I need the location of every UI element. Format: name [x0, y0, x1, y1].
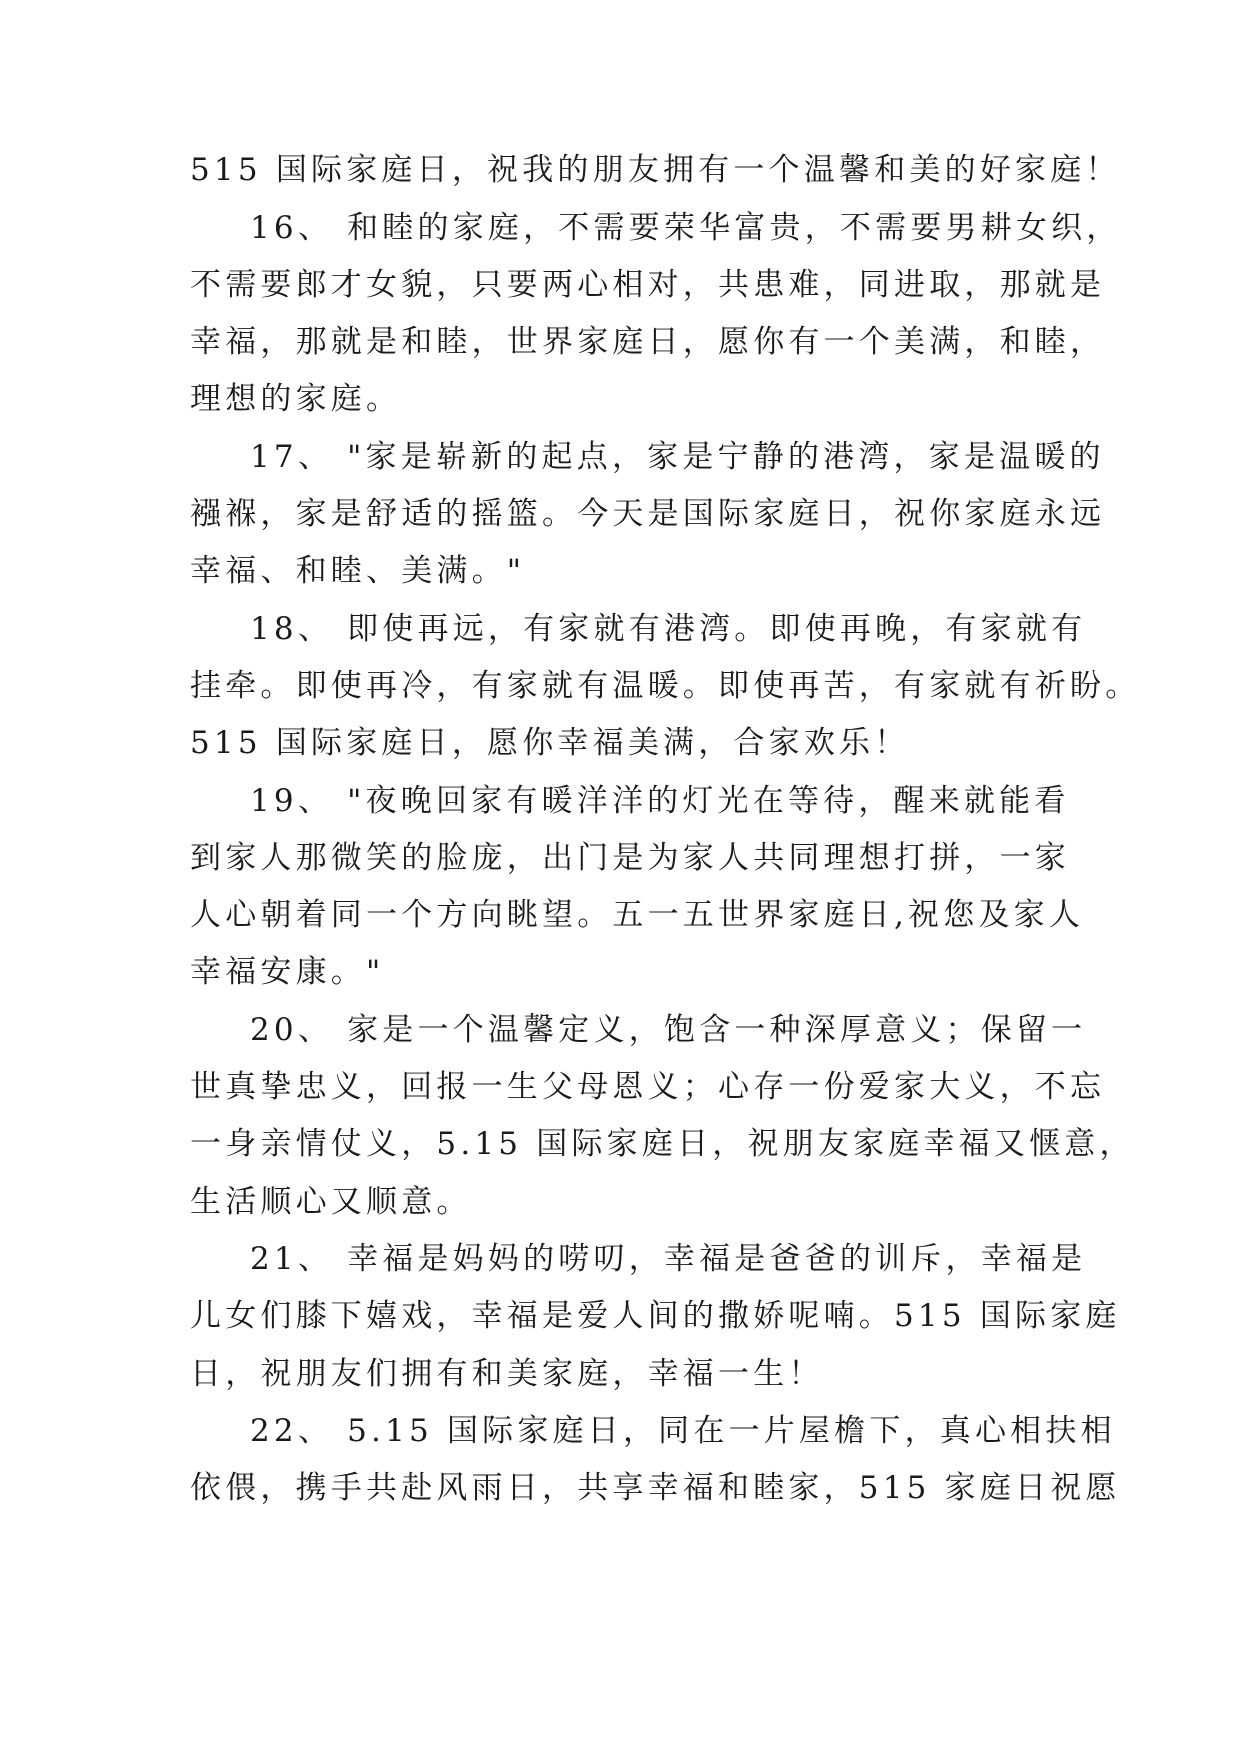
text-line: 一身亲情仗义，5.15 国际家庭日，祝朋友家庭幸福又惬意，	[190, 1126, 1135, 1162]
text-line: 到家人那微笑的脸庞，出门是为家人共同理想打拼，一家	[190, 840, 1070, 876]
text-line: 幸福、和睦、美满。"	[190, 553, 526, 589]
text-line: 依偎，携手共赴风雨日，共享幸福和睦家，515 家庭日祝愿	[190, 1470, 1121, 1506]
text-line: 襁褓，家是舒适的摇篮。今天是国际家庭日，祝你家庭永远	[190, 496, 1106, 532]
item-22-line: 22、 5.15 国际家庭日，同在一片屋檐下，真心相扶相	[250, 1413, 1116, 1449]
text-line: 理想的家庭。	[190, 381, 402, 417]
item-16-line: 16、 和睦的家庭，不需要荣华富贵，不需要男耕女织，	[250, 210, 1122, 246]
item-17-line: 17、 "家是崭新的起点，家是宁静的港湾，家是温暖的	[250, 439, 1105, 475]
text-line: 生活顺心又顺意。	[190, 1184, 472, 1220]
text-line: 儿女们膝下嬉戏，幸福是爱人间的撒娇呢喃。515 国际家庭	[190, 1298, 1121, 1334]
text-line: 515 国际家庭日，愿你幸福美满，合家欢乐！	[190, 725, 910, 761]
text-line: 幸福安康。"	[190, 954, 385, 990]
text-line: 幸福，那就是和睦，世界家庭日，愿你有一个美满，和睦，	[190, 324, 1106, 360]
item-19-line: 19、 "夜晚回家有暖洋洋的灯光在等待，醒来就能看	[250, 783, 1070, 819]
item-18-line: 18、 即使再远，有家就有港湾。即使再晚，有家就有	[250, 611, 1087, 647]
text-line: 日，祝朋友们拥有和美家庭，幸福一生！	[190, 1356, 824, 1392]
item-20-line: 20、 家是一个温馨定义，饱含一种深厚意义；保留一	[250, 1012, 1087, 1048]
text-line: 人心朝着同一个方向眺望。五一五世界家庭日,祝您及家人	[190, 897, 1085, 933]
text-line: 世真挚忠义，回报一生父母恩义；心存一份爱家大义，不忘	[190, 1069, 1106, 1105]
item-21-line: 21、 幸福是妈妈的唠叨，幸福是爸爸的训斥，幸福是	[250, 1241, 1087, 1277]
text-line: 不需要郎才女貌，只要两心相对，共患难，同进取，那就是	[190, 267, 1106, 303]
text-line: 挂牵。即使再冷，有家就有温暖。即使再苦，有家就有祈盼。	[190, 668, 1141, 704]
text-line: 515 国际家庭日，祝我的朋友拥有一个温馨和美的好家庭！	[190, 152, 1121, 188]
